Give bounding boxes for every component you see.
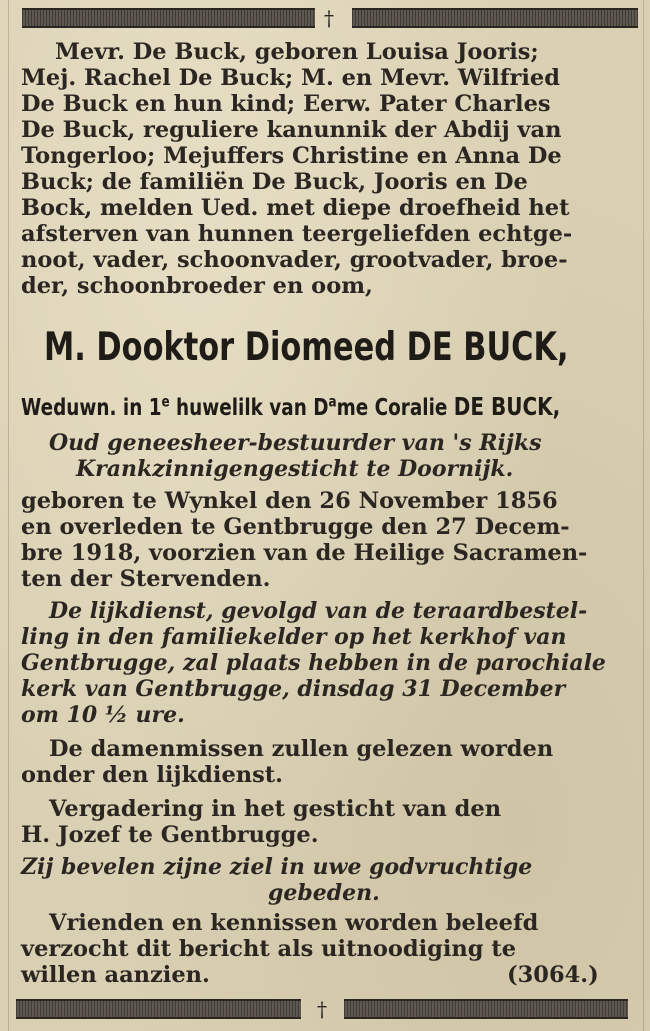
top-border-left: [22, 8, 315, 28]
bio-line: ten der Stervenden.: [21, 566, 271, 592]
column-rule-right: [643, 0, 644, 1031]
closing-line: willen aanzien.: [21, 962, 210, 988]
column-rule-left: [8, 0, 9, 1031]
ad-number: (3064.): [507, 962, 599, 988]
bio-line: en overleden te Gentbrugge den 27 Decem-: [21, 514, 570, 540]
prayer-line: Zij bevelen zijne ziel in uwe godvruchtige: [21, 854, 533, 880]
intro-line: De Buck en hun kind; Eerw. Pater Charles: [21, 91, 551, 117]
intro-line: Mej. Rachel De Buck; M. en Mevr. Wilfried: [21, 65, 560, 91]
service-line: Gentbrugge, zal plaats hebben in de parochiale: [21, 650, 606, 676]
service-line: ling in den familiekelder op het kerkhof van: [21, 624, 567, 650]
widower-suffix: me Coralie: [336, 395, 454, 421]
service-line: om 10 ½ ure.: [21, 702, 185, 728]
intro-line: Bock, melden Ued. met diepe droefheid het: [21, 195, 570, 221]
intro-line: De Buck, reguliere kanunnik der Abdij van: [21, 117, 562, 143]
intro-line: afsterven van hunnen teergeliefden echtge-: [21, 221, 573, 247]
service-line: De lijkdienst, gevolgd van de teraardbestel-: [49, 598, 588, 624]
closing-line: Vrienden en kennissen worden beleefd: [49, 910, 539, 936]
intro-line: noot, vader, schoonvader, grootvader, broe-: [21, 247, 568, 273]
deceased-name: M. Dooktor Diomeed DE BUCK,: [44, 325, 569, 370]
bottom-cross-icon: †: [317, 997, 327, 1021]
bio-line: geboren te Wynkel den 26 November 1856: [21, 488, 558, 514]
intro-line: Mevr. De Buck, geboren Louisa Jooris;: [55, 39, 539, 65]
dame-abbrev: a: [328, 392, 337, 411]
masses-line: onder den lijkdienst.: [21, 762, 284, 788]
bottom-border-left: [16, 999, 301, 1019]
gathering-line: Vergadering in het gesticht van den: [49, 796, 502, 822]
service-line: kerk van Gentbrugge, dinsdag 31 December: [21, 676, 566, 702]
bottom-border-right: [344, 999, 628, 1019]
widower-middle: huwelilk van D: [169, 395, 329, 421]
gathering-line: H. Jozef te Gentbrugge.: [21, 822, 319, 848]
ordinal-suffix: e: [161, 392, 170, 411]
title-line: Oud geneesheer-bestuurder van 's Rijks: [49, 430, 542, 456]
prayer-line: gebeden.: [268, 880, 380, 906]
intro-line: der, schoonbroeder en oom,: [21, 273, 373, 299]
bio-line: bre 1918, voorzien van de Heilige Sacramen-: [21, 540, 588, 566]
top-cross-icon: †: [324, 6, 334, 30]
masses-line: De damenmissen zullen gelezen worden: [49, 736, 554, 762]
widower-surname: DE BUCK,: [453, 392, 561, 421]
widower-prefix: Weduwn. in 1: [21, 395, 162, 421]
title-line: Krankzinnigengesticht te Doornijk.: [76, 456, 514, 482]
closing-line: verzocht dit bericht als uitnoodiging te: [21, 936, 517, 962]
intro-line: Buck; de familiën De Buck, Jooris en De: [21, 169, 528, 195]
intro-line: Tongerloo; Mejuffers Christine en Anna De: [21, 143, 562, 169]
top-border-right: [352, 8, 638, 28]
widower-line: [21, 393, 560, 422]
